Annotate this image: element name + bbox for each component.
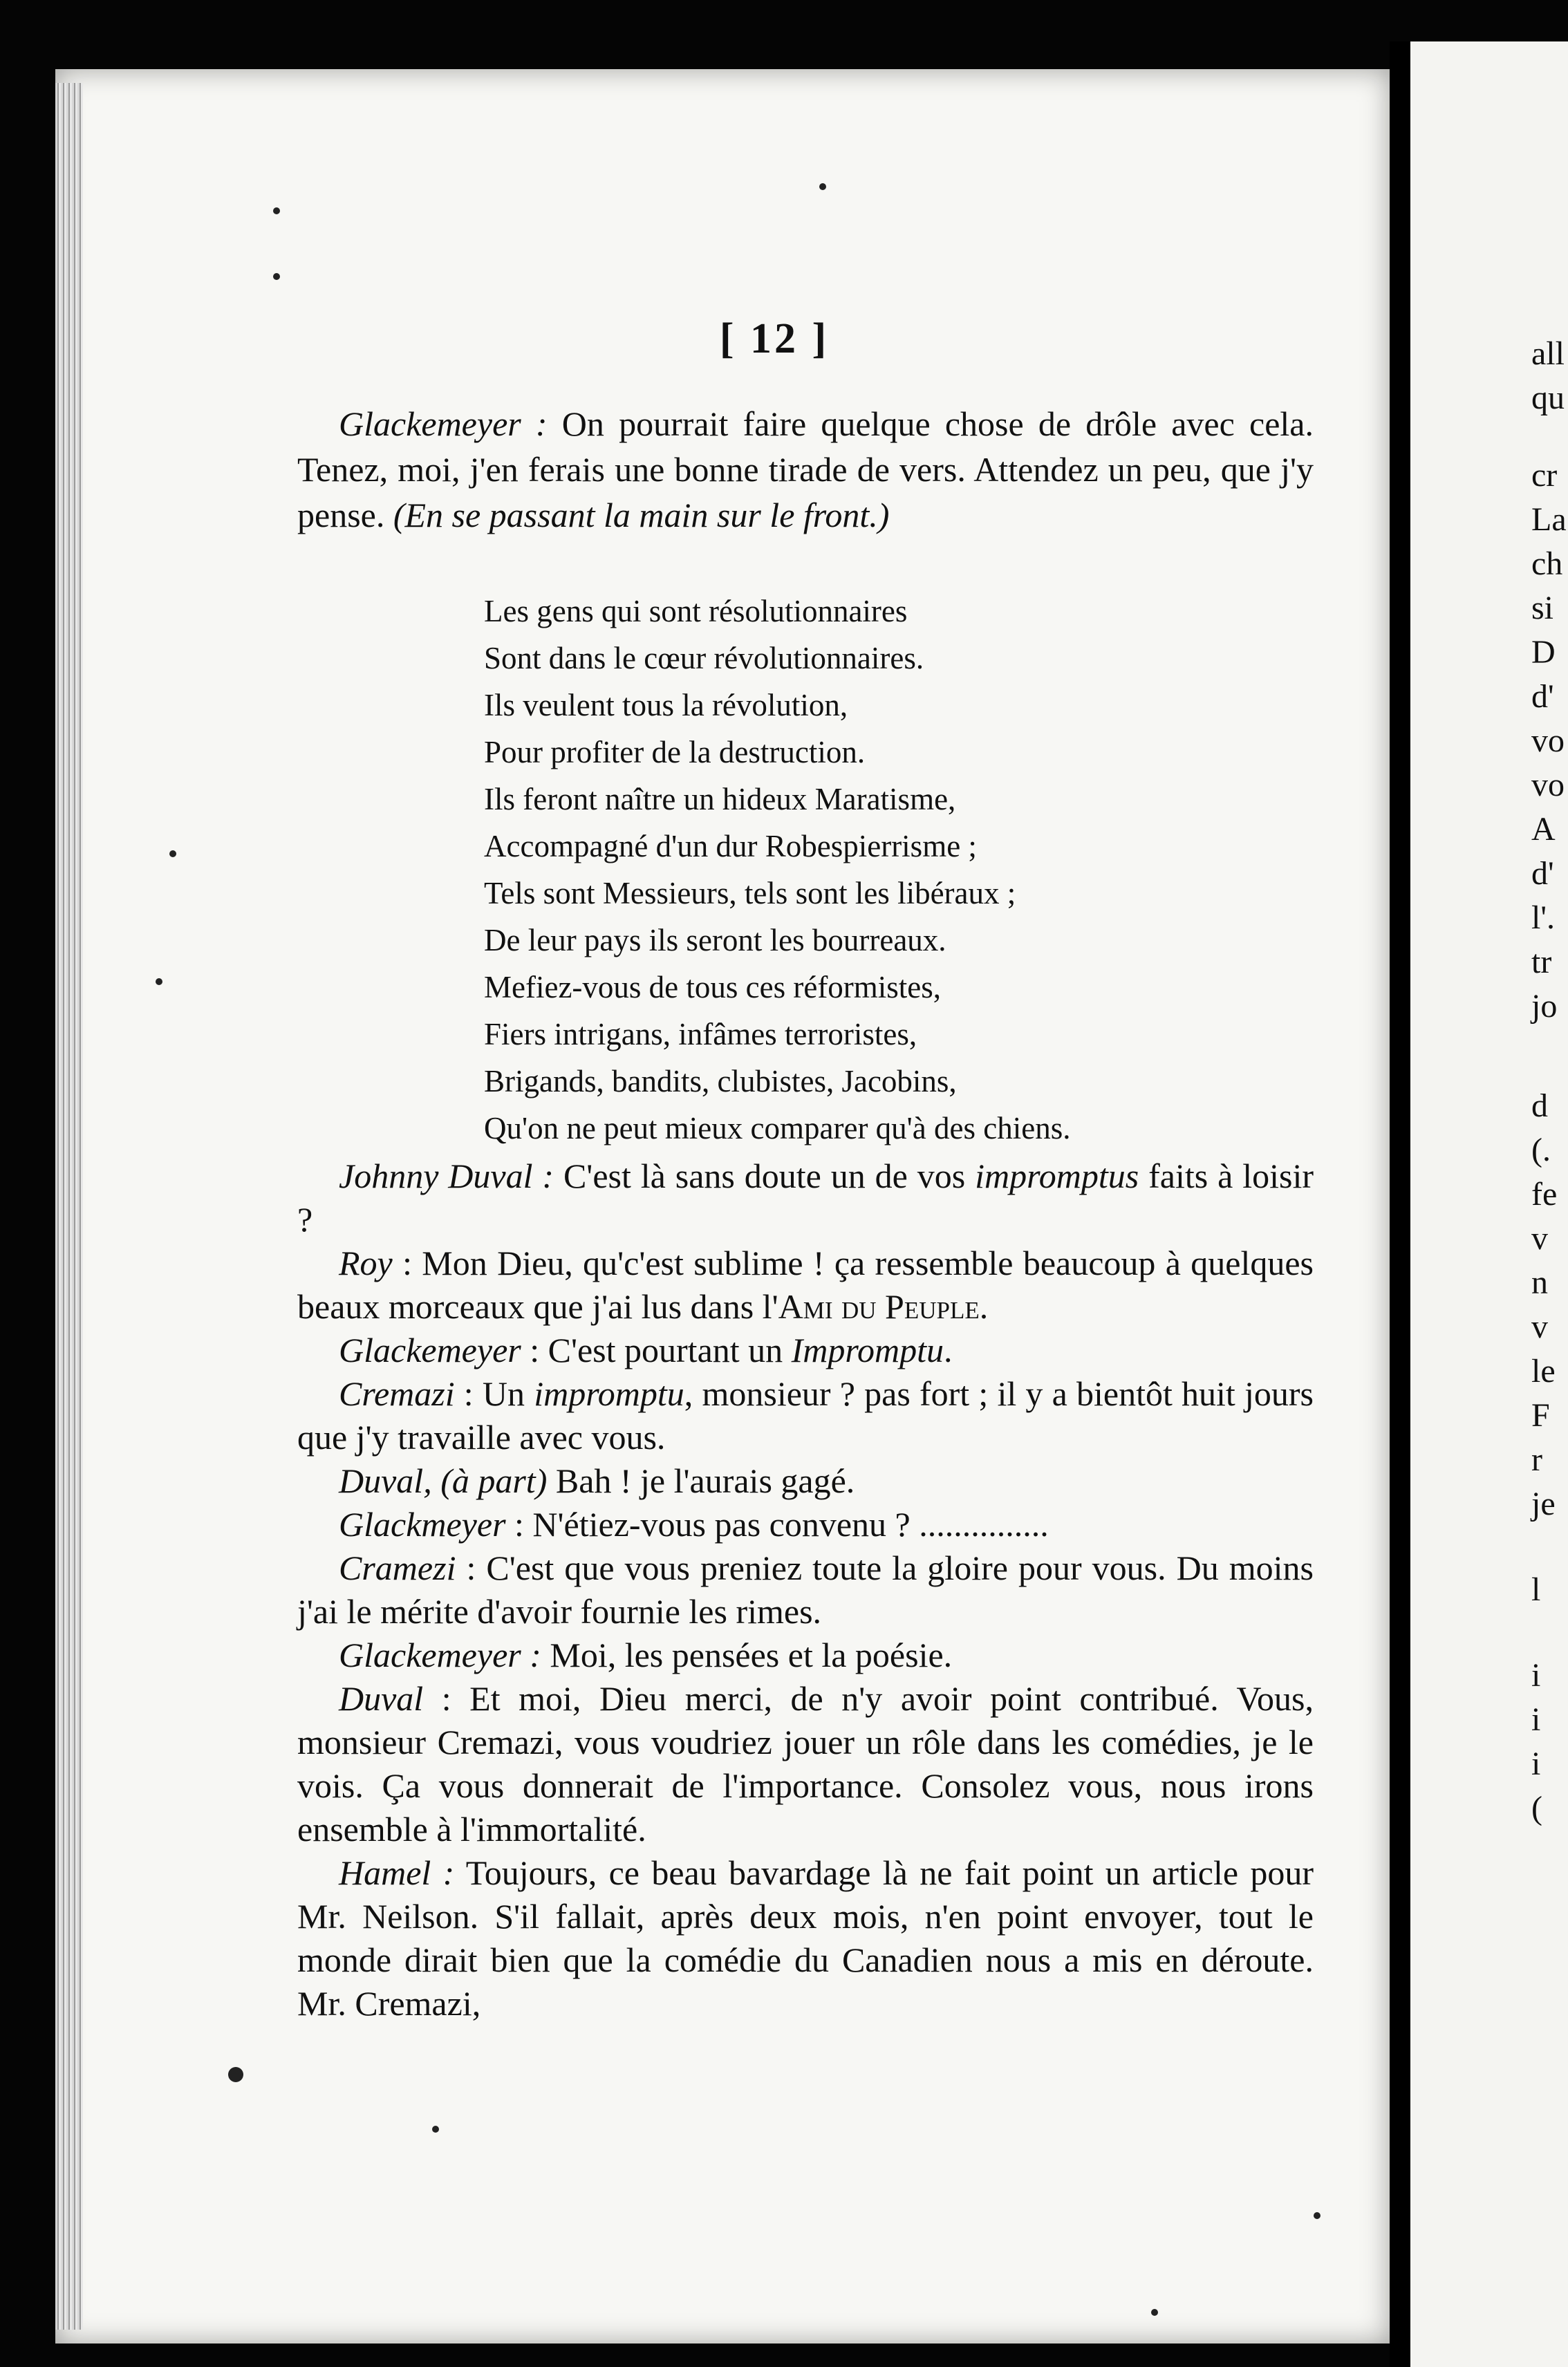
facing-fragment: r [1531,1441,1542,1478]
dialogue-text: Moi, les pensées et la poésie. [541,1636,953,1674]
verse-line: Ils veulent tous la révolution, [484,688,848,722]
dialogue-paragraph [297,1503,1314,1546]
dialogue-paragraph [297,1459,1314,1503]
verse-line: Accompagné d'un dur Robespierrisme ; [484,829,977,863]
speaker-name: Cremazi [339,1374,455,1413]
facing-spacer [1531,1526,1567,1568]
dialogue-text: faits à loisir ? [297,1157,1314,1239]
ink-speck [273,207,280,214]
dialogue-paragraph [297,1154,1314,1242]
facing-fragment: ( [1531,1790,1542,1826]
facing-fragment: l [1531,1571,1541,1608]
dialogue-text: : Mon Dieu, qu'c'est sublime ! ça ressemble beaucoup à quelques beaux morceaux que j'ai lus dans l' [297,1244,1314,1326]
facing-fragment: i [1531,1746,1541,1782]
speaker-name: Cramezi [339,1549,456,1587]
facing-fragment: ch [1531,545,1563,582]
verse-line: Les gens qui sont résolutionnaires [484,594,908,628]
facing-fragment: d' [1531,855,1554,892]
facing-fragment: F [1531,1397,1550,1434]
verse-line: Qu'on ne peut mieux comparer qu'à des chiens. [484,1111,1071,1145]
speaker-name: Johnny Duval : [339,1157,554,1195]
ink-speck [228,2067,243,2082]
verse-line: Sont dans le cœur révolutionnaires. [484,641,924,675]
facing-fragment: i [1531,1657,1541,1694]
main-dialogue [297,1154,1314,2025]
facing-fragment: all [1531,335,1565,372]
facing-fragment: La [1531,501,1567,538]
dialogue-paragraph [297,1634,1314,1677]
facing-fragment: je [1531,1486,1556,1522]
dialogue-text: , monsieur ? pas fort ; il y a bientôt huit jours que j'y travaille avec vous. [297,1374,1314,1457]
speaker-name: Roy [339,1244,393,1282]
facing-fragment: le [1531,1353,1556,1390]
dialogue-text: On pourrait faire quelque chose de drôle avec cela. Tenez, moi, j'en ferais une bonne tirade de vers. Attendez un peu, que j'y pense. [297,404,1314,534]
dialogue-text: : C'est pourtant un [521,1331,792,1369]
facing-spacer [1531,420,1567,453]
book-gutter [1390,41,1410,2367]
facing-fragment: d [1531,1087,1548,1124]
opening-dialogue [297,401,1314,538]
facing-fragment: vo [1531,722,1565,759]
facing-fragment: (. [1531,1132,1551,1168]
publication-title: Ami du Peuple [778,1287,980,1326]
ink-speck [273,273,280,280]
facing-fragment: jo [1531,988,1558,1025]
verse-line: Brigands, bandits, clubistes, Jacobins, [484,1064,957,1098]
verse-line: Pour profiter de la destruction. [484,735,866,769]
facing-fragment: qu [1531,380,1565,416]
speaker-name: Duval [339,1679,424,1718]
dialogue-text: : Et moi, Dieu merci, de n'y avoir point contribué. Vous, monsieur Cremazi, vous voudriez jouer un rôle dans les comédies, je le vois. Ça vous donnerait de l'importance. Consolez vous, nous irons ensemble à l'immortalité. [297,1679,1314,1849]
italic-word: impromptus [975,1157,1139,1195]
ink-speck [169,850,176,857]
dialogue-paragraph [297,1851,1314,2025]
dialogue-paragraph [297,1242,1314,1329]
speaker-name: Hamel : [339,1853,455,1892]
facing-fragment: A [1531,811,1556,848]
verse-line: De leur pays ils seront les bourreaux. [484,923,946,957]
stage-direction: (En se passant la main sur le front.) [393,496,890,534]
page-number: [ 12 ] [719,315,830,362]
ink-speck [1151,2309,1158,2316]
facing-fragment: v [1531,1309,1548,1345]
facing-fragment: d' [1531,678,1554,715]
facing-fragment: n [1531,1264,1548,1301]
speaker-name: Glackemeyer [339,1331,521,1369]
facing-fragment: si [1531,590,1554,626]
dialogue-text: : N'étiez-vous pas convenu ? ............... [505,1505,1049,1544]
verse-line: Tels sont Messieurs, tels sont les libéraux ; [484,876,1016,910]
dialogue-text: . [979,1287,989,1326]
dialogue-paragraph [297,1329,1314,1372]
verse-line: Ils feront naître un hideux Maratisme, [484,782,956,816]
dialogue-text: : Un [454,1374,534,1413]
facing-fragment: D [1531,634,1556,671]
dialogue-text: Bah ! je l'aurais gagé. [547,1461,855,1500]
speaker-name: Glackemeyer : [339,404,548,443]
dialogue-paragraph [297,1677,1314,1851]
ink-speck [1314,2212,1320,2219]
speaker-name: Glackmeyer [339,1505,506,1544]
verse-line: Mefiez-vous de tous ces réformistes, [484,970,942,1004]
dialogue-text: Toujours, ce beau bavardage là ne fait point un article pour Mr. Neilson. S'il fallait, après deux mois, n'en point envoyer, tout le monde dirait bien que la comédie du Canadien nous a mis en déroute. Mr. Cremazi, [297,1853,1314,2023]
dialogue-paragraph [297,1372,1314,1459]
facing-fragment: vo [1531,767,1565,803]
verse-line: Fiers intrigans, infâmes terroristes, [484,1017,917,1051]
italic-word: impromptu [534,1374,684,1413]
facing-fragment: tr [1531,944,1552,980]
facing-fragment: l'. [1531,899,1555,936]
dialogue-paragraph [297,1546,1314,1634]
facing-fragment: i [1531,1701,1541,1738]
facing-spacer [1531,1612,1567,1654]
dialogue-text: . [944,1331,953,1369]
italic-word: Impromptu [791,1331,944,1369]
speaker-name: Glackemeyer : [339,1636,541,1674]
dialogue-paragraph [297,401,1314,538]
speaker-name: Duval, (à part) [339,1461,548,1500]
facing-fragment: cr [1531,457,1558,494]
facing-spacer [1531,1029,1567,1084]
ink-speck [432,2126,439,2133]
facing-page-text [1531,332,1567,1831]
dialogue-text: C'est là sans doute un de vos [554,1157,976,1195]
facing-fragment: v [1531,1220,1548,1257]
facing-fragment: fe [1531,1176,1558,1213]
dialogue-text: : C'est que vous preniez toute la gloire pour vous. Du moins j'ai le mérite d'avoir fournie les rimes. [297,1549,1314,1631]
ink-speck [819,183,826,190]
page-edge-stack [55,83,83,2330]
verse-block [484,588,1314,1152]
ink-speck [156,978,162,985]
